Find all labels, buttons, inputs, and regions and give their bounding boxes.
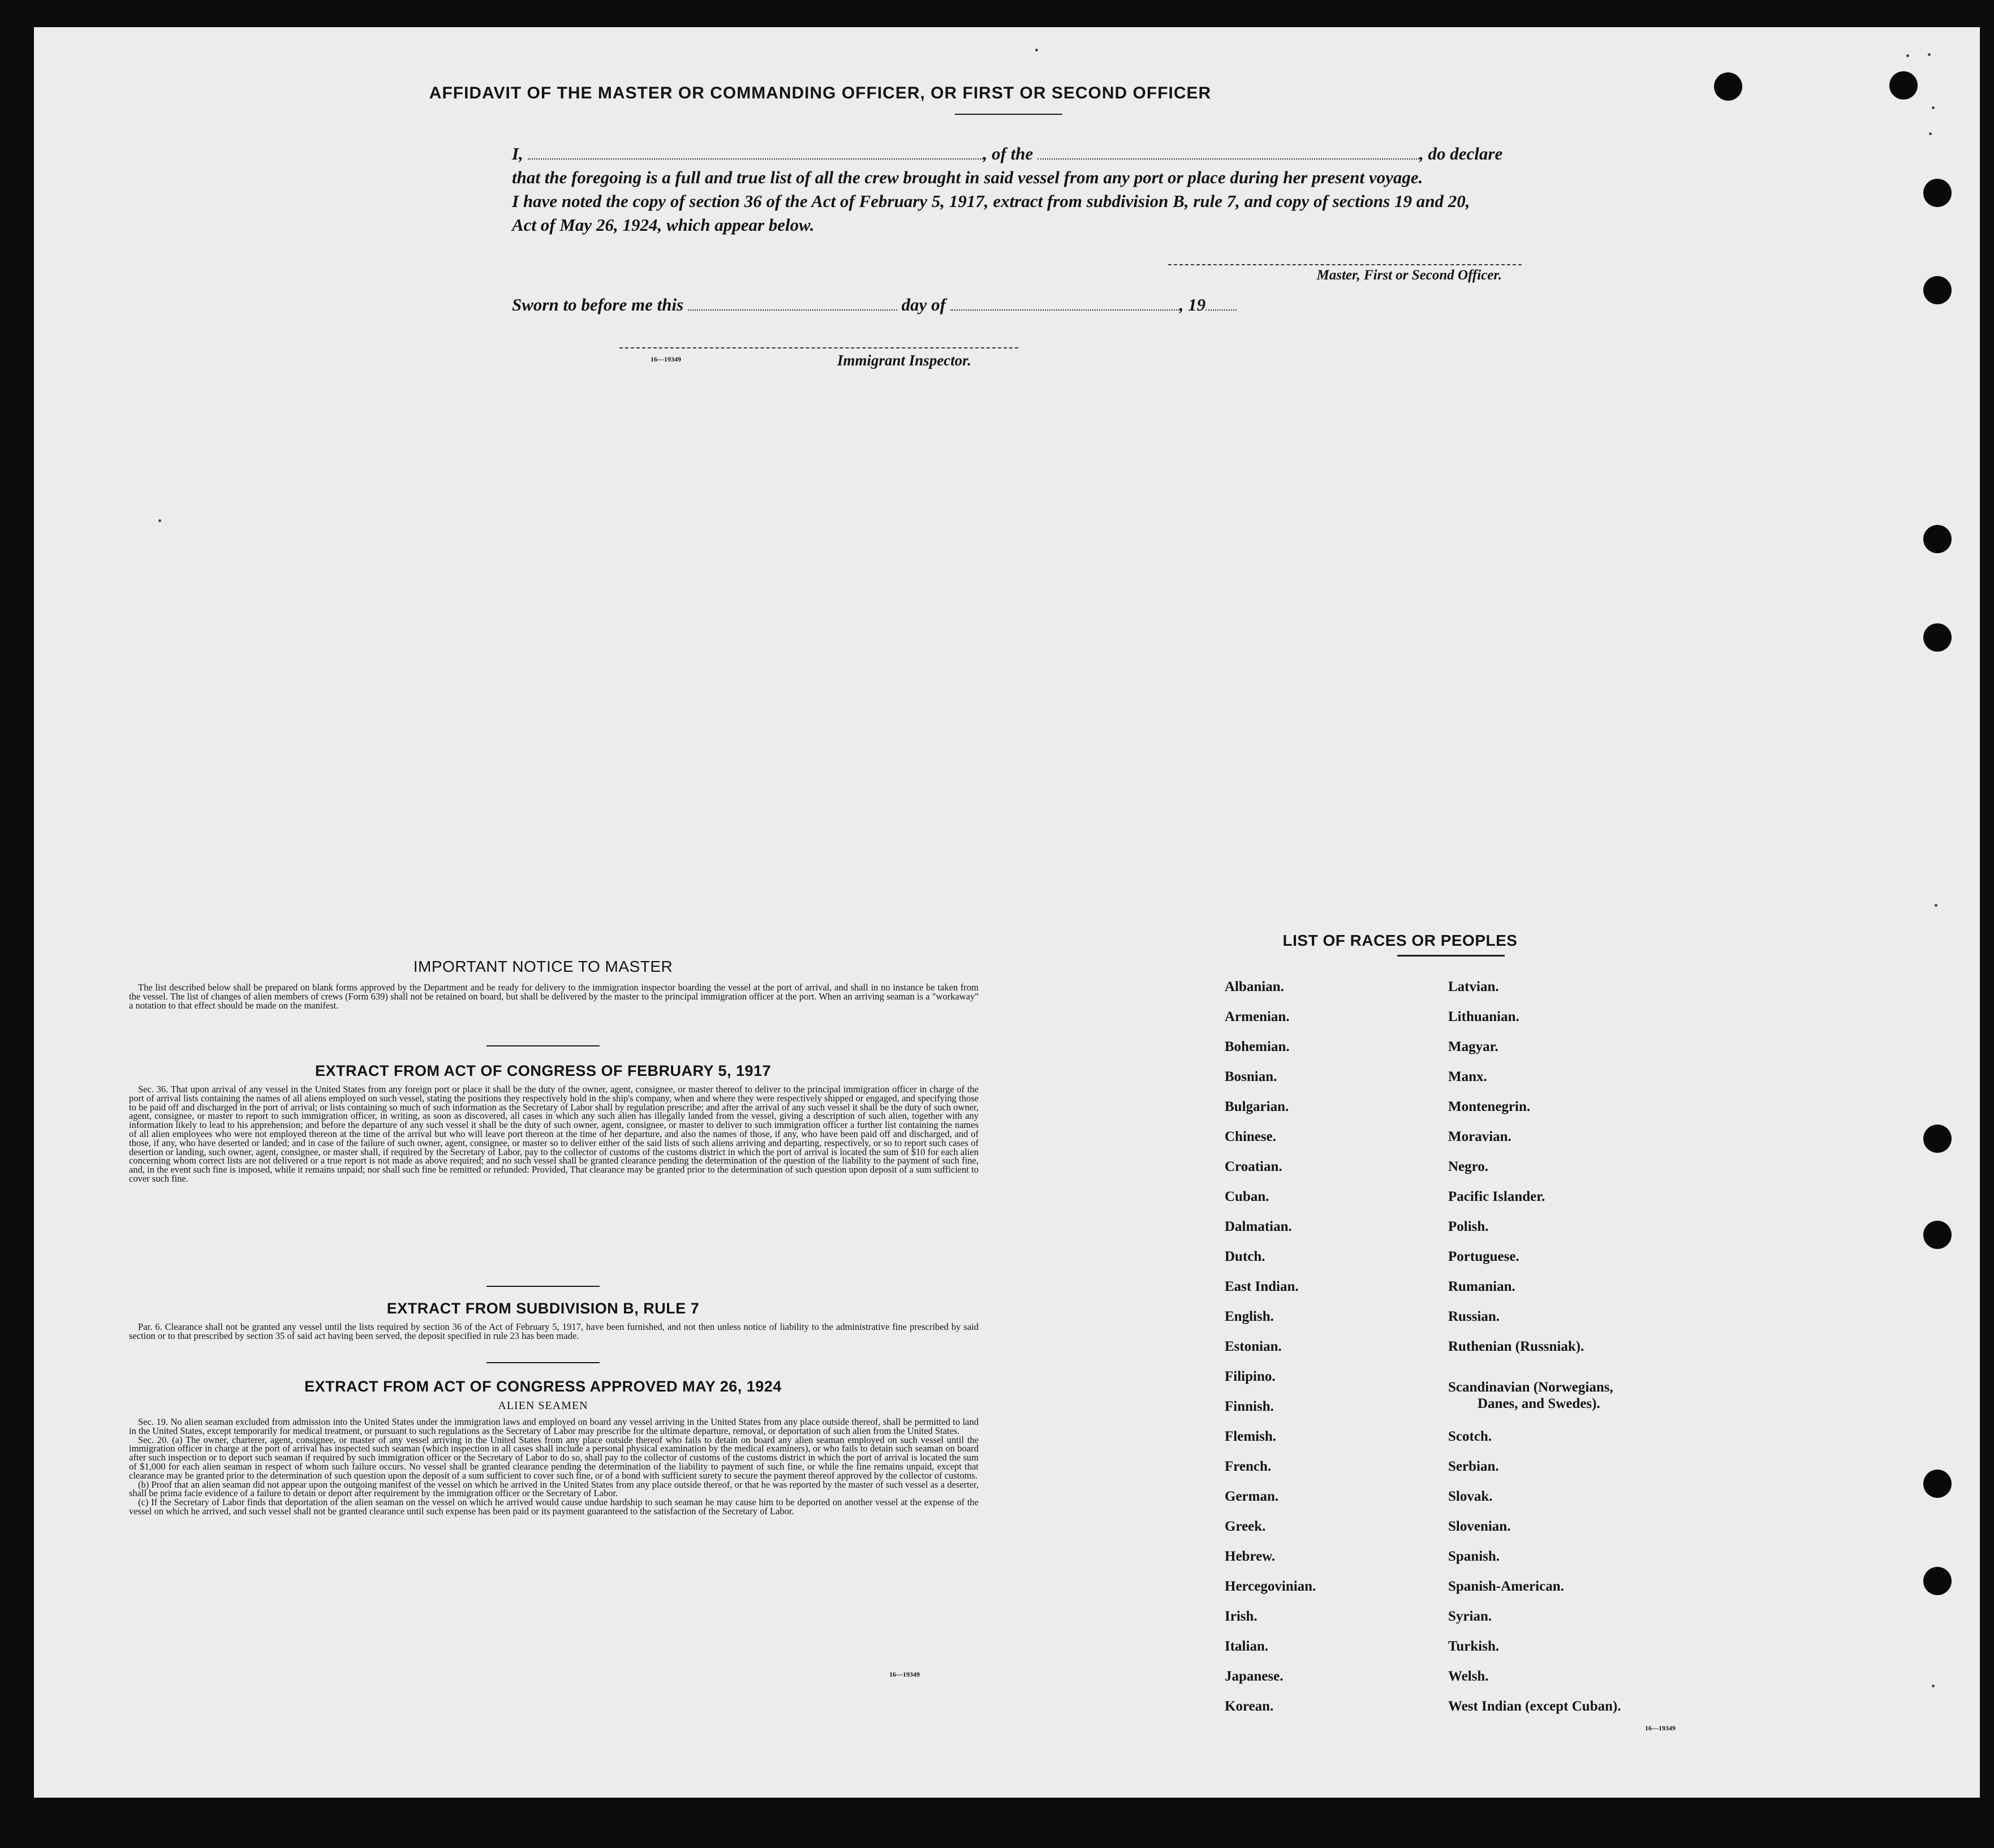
do-declare-label: , do declare	[1419, 144, 1503, 163]
race-item: Magyar.	[1448, 1039, 1498, 1054]
race-item: Dutch.	[1225, 1249, 1265, 1264]
affidavit-line-2: that the foregoing is a full and true list of all the crew brought in said vessel from any port or place during her present voyage.	[512, 167, 1423, 187]
sworn-prefix: Sworn to before me this	[512, 295, 684, 315]
binder-hole-icon	[1923, 1125, 1952, 1153]
binder-hole-icon	[1923, 1567, 1952, 1595]
races-title: LIST OF RACES OR PEOPLES	[1282, 932, 1518, 949]
race-item: Portuguese.	[1448, 1249, 1519, 1264]
extract-rule7-title: EXTRACT FROM SUBDIVISION B, RULE 7	[386, 1300, 700, 1317]
section-divider	[486, 1286, 600, 1287]
speck	[1928, 53, 1931, 56]
race-item: Spanish-American.	[1448, 1579, 1564, 1594]
affidavit-title: AFFIDAVIT OF THE MASTER OR COMMANDING OFFICER, OR FIRST OR SECOND OFFICER	[429, 84, 1212, 102]
race-item: Irish.	[1225, 1609, 1257, 1624]
form-number: 16—19349	[651, 355, 681, 363]
notice-title: IMPORTANT NOTICE TO MASTER	[413, 958, 673, 975]
race-item: Chinese.	[1225, 1129, 1276, 1144]
race-item: Filipino.	[1225, 1369, 1276, 1384]
race-item: Bulgarian.	[1225, 1099, 1289, 1114]
binder-hole-icon	[1923, 276, 1952, 304]
binder-hole-icon	[1923, 623, 1952, 652]
vessel-blank[interactable]	[1037, 158, 1419, 160]
extract-1924-title: EXTRACT FROM ACT OF CONGRESS APPROVED MAY 26, 1924	[304, 1378, 782, 1395]
speck	[1929, 132, 1932, 135]
race-item: Lithuanian.	[1448, 1009, 1519, 1024]
race-item: Slovenian.	[1448, 1519, 1511, 1534]
form-number: 16—19349	[889, 1670, 920, 1678]
race-item: East Indian.	[1225, 1279, 1299, 1294]
signature-line[interactable]	[1168, 264, 1522, 265]
sec-36-paragraph: Sec. 36. That upon arrival of any vessel in the United States from any foreign port or place it shall be the duty of the owner, agent, consignee, or master thereof to deliver to the principal immigration officer in charge of the port of arrival lists containing the names of all aliens employed on such vessel, stating the positions they respectively hold in the ship's company, when and where they were respectively shipped or engaged, and specifying those to be paid off and discharged in the port of arrival; or lists containing so much of such information as the Secretary of Labor shall by regulation prescribe; and after the arrival of any such vessel it shall be the duty of such owner, agent, consignee, or master to report to such immigration officer, in writing, as soon as discovered, all cases in which any such alien has illegally landed from the vessel, giving a description of such alien, together with any information likely to lead to his apprehension; and before the departure of any such vessel it shall be the duty of such owner, agent, consignee, or master to deliver to such immigration officer a further list containing the names of all alien employees who were not employed thereon at the time of the arrival but who will leave port thereon at the time of her departure, and also the names of those, if any, who have been paid off and discharged, and of those, if any, who have deserted or landed; and in case of the failure of such owner, agent, consignee, or master so to deliver either of the said lists of such aliens arriving and departing, respectively, or so to report such cases of desertion or landing, such owner, agent, consignee, or master shall, if required by the Secretary of Labor, pay to the collector of customs of the customs district in which the port of arrival is located the sum of $10 for each alien concerning whom correct lists are not delivered or a true report is not made as above required; and no such vessel shall be granted clearance pending the determination of the question of the liability to the payment of such fine, and, in the event such fine is imposed, while it remains unpaid; nor shall such fine be remitted or refunded: Provided, That clearance may be granted prior to the determination of such question upon deposit of a sum sufficient to cover such fine.	[129, 1084, 979, 1184]
race-item: Latvian.	[1448, 979, 1499, 994]
race-item: Hercegovinian.	[1225, 1579, 1316, 1594]
sec-20b-paragraph: (b) Proof that an alien seaman did not appear upon the outgoing manifest of the vessel on which he arrived in the United States from any place outside thereof, or that he was reported by the master of such vessel as a deserter, shall be prima facie evidence of a failure to detain or deport after requirement by the immigration officer or the Secretary of Labor.	[129, 1479, 979, 1499]
affidavit-line-4: Act of May 26, 1924, which appear below.	[512, 215, 815, 235]
race-item: West Indian (except Cuban).	[1448, 1699, 1621, 1714]
race-item: Russian.	[1448, 1309, 1500, 1324]
binder-hole-icon	[1923, 179, 1952, 207]
race-item: Albanian.	[1225, 979, 1284, 994]
speck	[1035, 49, 1038, 51]
race-item: French.	[1225, 1459, 1272, 1474]
sworn-line	[512, 295, 1237, 315]
sec-19-paragraph: Sec. 19. No alien seaman excluded from admission into the United States under the immigration laws and employed on board any vessel arriving in the United States from any place outside thereof, shall be permitted to land in the United States, except temporarily for medical treatment, or pursuant to such regulations as the Secretary of Labor may prescribe for the ultimate departure, removal, or deportation of such alien from the United States.	[129, 1416, 979, 1436]
notice-paragraph: The list described below shall be prepared on blank forms approved by the Department and be ready for delivery to the immigration inspector boarding the vessel at the port of arrival, and shall in no instance be taken from the vessel. The list of changes of alien members of crews (Form 639) shall not be retained on board, but shall be delivered by the master to the principal immigration officer at the port. When an arriving seaman is a "workaway" a notation to that effect should be made on the manifest.	[129, 982, 979, 1011]
race-item: Cuban.	[1225, 1189, 1269, 1204]
binder-hole-icon	[1923, 1470, 1952, 1498]
binder-hole-icon	[1889, 71, 1918, 100]
races-divider	[1397, 955, 1505, 957]
race-item: Slovak.	[1448, 1489, 1493, 1504]
race-item: Moravian.	[1448, 1129, 1511, 1144]
name-blank[interactable]	[528, 158, 983, 160]
extract-1917-text	[129, 1085, 979, 1183]
race-item: Croatian.	[1225, 1159, 1282, 1174]
par-6-paragraph: Par. 6. Clearance shall not be granted any vessel until the lists required by section 36 of the Act of February 5, 1917, have been furnished, and not then unless notice of liability to the administrative fine prescribed by said section or to that prescribed by section 35 of said act having been served, the deposit specified in rule 23 has been made.	[129, 1321, 979, 1341]
race-item: Korean.	[1225, 1699, 1274, 1714]
form-number: 16—19349	[1645, 1724, 1676, 1732]
document-page	[34, 27, 1980, 1798]
race-item: Manx.	[1448, 1069, 1487, 1084]
sec-20a-paragraph: Sec. 20. (a) The owner, charterer, agent, consignee, or master of any vessel arriving in the United States from any place outside thereof who fails to detain on board any alien seaman employed on such vessel until the immigration officer in charge at the port of arrival has inspected such seaman (which inspection in all cases shall include a personal physical examination by the medical examiners), or who fails to detain such seaman on board after such inspection or to deport such seaman if required by such immigration officer or the Secretary of Labor to do so, shall pay to the collector of customs of the customs district in which the port of arrival is located the sum of $1,000 for each alien seaman in respect of whom such failure occurs. No vessel shall be granted clearance pending the determination of the liability to payment of such fine, or while the fine remains unpaid, except that clearance may be granted prior to the determination of such question upon the deposit of a sum sufficient to cover such fine, or of a bond with sufficient surety to secure the payment thereof approved by the collector of customs.	[129, 1434, 979, 1481]
race-item: Greek.	[1225, 1519, 1266, 1534]
title-divider	[955, 114, 1062, 115]
race-item: Montenegrin.	[1448, 1099, 1531, 1114]
extract-1917-title: EXTRACT FROM ACT OF CONGRESS OF FEBRUARY 5, 1917	[315, 1062, 772, 1079]
binder-hole-icon	[1923, 1221, 1952, 1249]
race-item: Polish.	[1448, 1219, 1489, 1234]
speck	[158, 519, 161, 522]
race-item: Finnish.	[1225, 1399, 1274, 1414]
race-item: Flemish.	[1225, 1429, 1276, 1444]
affidavit-text	[512, 142, 1587, 237]
affidavit-line-3: I have noted the copy of section 36 of the Act of February 5, 1917, extract from subdivision B, rule 7, and copy of sections 19 and 20,	[512, 191, 1470, 211]
speck	[1906, 54, 1909, 57]
year-prefix: , 19	[1179, 295, 1206, 315]
speck	[1935, 904, 1937, 907]
sec-20c-paragraph: (c) If the Secretary of Labor finds that deportation of the alien seaman on the vessel on which he arrived would cause undue hardship to such seaman he may cause him to be deported on another vessel at the expense of the vessel on which he arrived, and such vessel shall not be granted clearance until such expense has been paid or its payment guaranteed to the satisfaction of the Secretary of Labor.	[129, 1497, 979, 1517]
race-item: Hebrew.	[1225, 1549, 1276, 1564]
race-item: Dalmatian.	[1225, 1219, 1292, 1234]
speck	[1932, 106, 1935, 109]
section-divider	[486, 1362, 600, 1363]
inspector-signature-line[interactable]	[619, 347, 1018, 348]
affidavit-line-1	[512, 142, 1587, 166]
of-the-label: , of the	[983, 144, 1033, 163]
race-item: Danes, and Swedes).	[1478, 1396, 1600, 1411]
binder-hole-icon	[1923, 525, 1952, 553]
race-item: Negro.	[1448, 1159, 1489, 1174]
race-item: English.	[1225, 1309, 1274, 1324]
race-item: Japanese.	[1225, 1669, 1284, 1684]
race-item: Spanish.	[1448, 1549, 1500, 1564]
race-item: German.	[1225, 1489, 1279, 1504]
alien-seamen-subtitle: ALIEN SEAMEN	[498, 1399, 588, 1412]
notice-text	[129, 983, 979, 1010]
race-item: Bosnian.	[1225, 1069, 1277, 1084]
race-item: Turkish.	[1448, 1639, 1500, 1654]
inspector-label: Immigrant Inspector.	[837, 352, 972, 369]
month-blank[interactable]	[950, 309, 1179, 311]
race-item: Estonian.	[1225, 1339, 1282, 1354]
race-item: Scandinavian (Norwegians,	[1448, 1380, 1613, 1395]
extract-rule7-text	[129, 1323, 979, 1341]
race-item: Ruthenian (Russniak).	[1448, 1339, 1584, 1354]
race-item: Armenian.	[1225, 1009, 1290, 1024]
race-item: Scotch.	[1448, 1429, 1492, 1444]
speck	[1932, 1685, 1935, 1687]
race-item: Syrian.	[1448, 1609, 1492, 1624]
year-blank[interactable]	[1205, 309, 1237, 311]
race-item: Serbian.	[1448, 1459, 1499, 1474]
binder-hole-icon	[1714, 72, 1742, 101]
race-item: Italian.	[1225, 1639, 1269, 1654]
section-divider	[486, 1045, 600, 1046]
day-of-label: day of	[901, 295, 946, 315]
race-item: Bohemian.	[1225, 1039, 1290, 1054]
race-item: Welsh.	[1448, 1669, 1489, 1684]
extract-1924-text	[129, 1418, 979, 1516]
day-blank[interactable]	[688, 309, 897, 311]
race-item: Pacific Islander.	[1448, 1189, 1545, 1204]
signature-label: Master, First or Second Officer.	[1316, 268, 1502, 283]
race-item: Rumanian.	[1448, 1279, 1515, 1294]
i-label: I,	[512, 144, 523, 163]
